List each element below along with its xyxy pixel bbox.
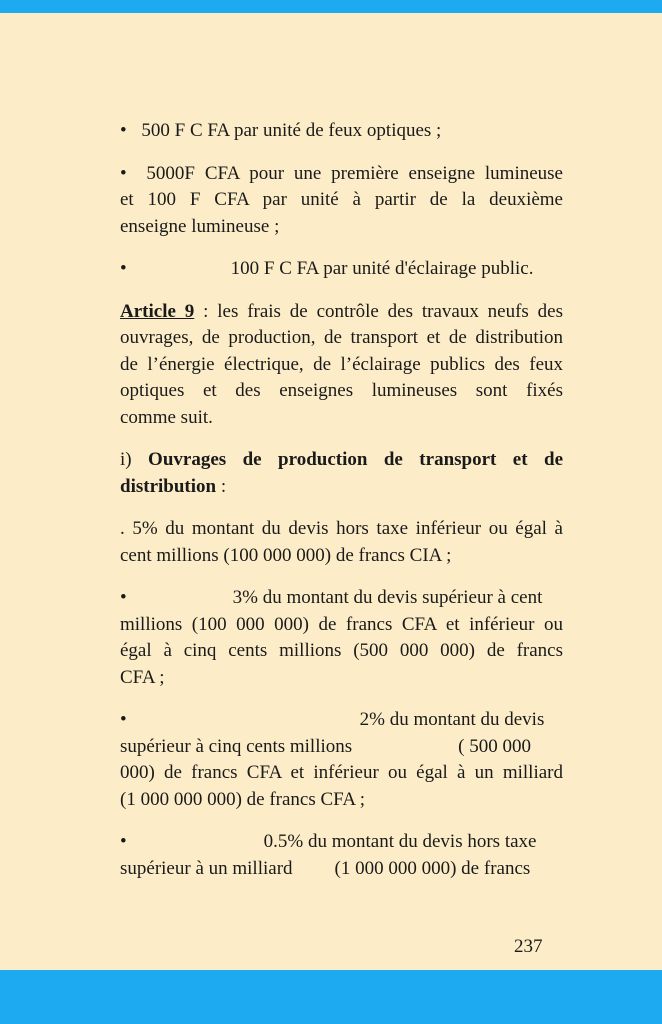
page-number: 237 (514, 936, 543, 957)
bullet-icon: • (120, 258, 127, 279)
item-text: 500 F C FA par unité de feux optiques ; (141, 120, 442, 141)
item-text: enseigne lumineuse ; (120, 215, 280, 237)
bullet-icon: • (120, 162, 127, 184)
bullet-icon: • (120, 831, 127, 852)
bullet-feux-optiques (120, 118, 563, 145)
article-9: Article 9 : les frais de contrôle des travaux neufs des ouvrages, de production, de transport et de distribution de l’énergie électrique, de l’éclairage publics des feux optiques et des enseignes lumineuses sont fixés comme suit. (120, 300, 563, 428)
item-text: 100 F C FA par unité d'éclairage public. (230, 258, 534, 279)
rate-2-percent: • 2% du montant du devis supérieur à cinq cents millions ( 500 000 000) de francs CFA et inférieur ou égal à un milliard (1 000 000 000) de francs CFA ; (120, 709, 563, 810)
item-text: et 100 F CFA par unité à partir de la deuxième (120, 189, 563, 210)
rate-5-percent: . 5% du montant du devis hors taxe inférieur ou égal à cent millions (100 000 000) de francs CIA ; (120, 518, 563, 566)
bullet-enseigne (120, 161, 563, 241)
bottom-bar (0, 970, 662, 1024)
section-i-heading: i) Ouvrages de production de transport et de distribution : (120, 449, 563, 497)
section-title: Ouvrages de production de transport et de (148, 449, 563, 470)
bullet-eclairage (120, 256, 563, 283)
rate-3-percent: • 3% du montant du devis supérieur à cent millions (100 000 000) de francs CFA et inférieur ou égal à cinq cents millions (500 000 000) de francs CFA ; (120, 587, 563, 688)
article-label: Article 9 (120, 300, 195, 322)
rate-0-5-percent: • 0.5% du montant du devis hors taxe supérieur à un milliard (1 000 000 000) de francs (120, 831, 537, 879)
page-content (120, 118, 563, 898)
section-title: distribution (120, 475, 217, 497)
item-text: 5000F CFA pour une première enseigne lumineuse (146, 162, 563, 184)
bullet-icon: • (120, 120, 127, 141)
bullet-icon: • (120, 709, 127, 730)
top-bar (0, 0, 662, 13)
bullet-icon: • (120, 587, 127, 608)
